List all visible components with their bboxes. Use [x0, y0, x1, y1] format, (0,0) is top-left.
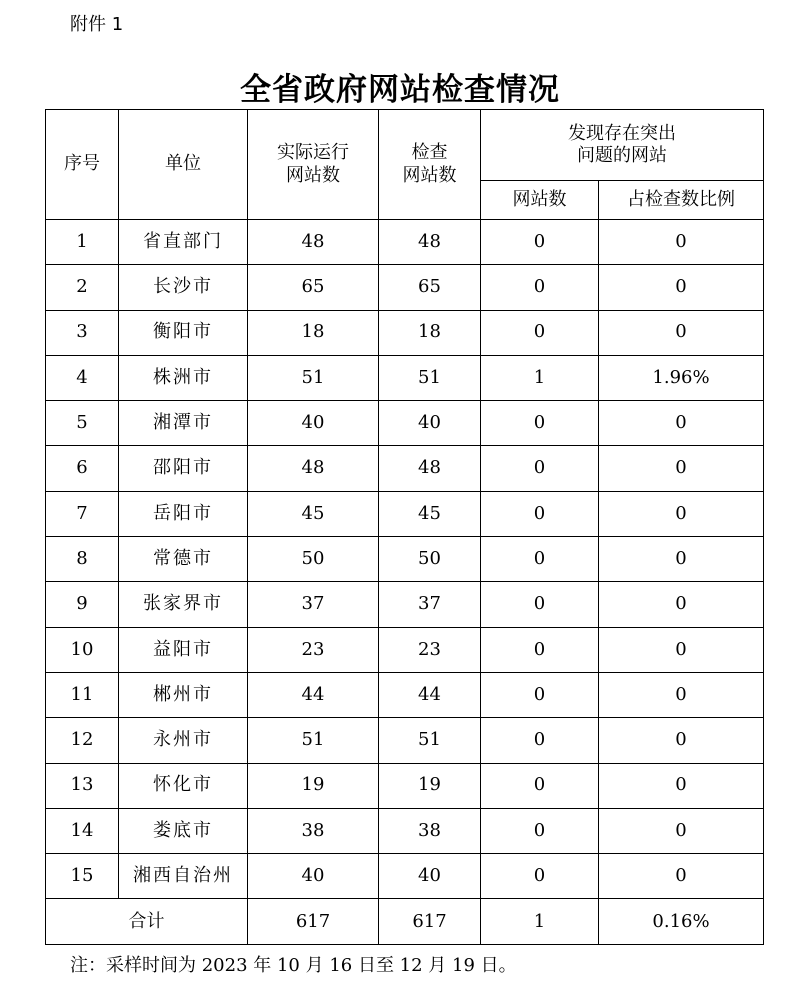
- cell-seq: 13: [46, 763, 119, 808]
- header-issues-line2: 问题的网站: [577, 145, 667, 166]
- cell-seq: 15: [46, 854, 119, 899]
- cell-ratio: 0: [599, 808, 764, 853]
- cell-running: 44: [248, 672, 379, 717]
- cell-issues: 0: [481, 401, 599, 446]
- cell-seq: 14: [46, 808, 119, 853]
- cell-seq: 6: [46, 446, 119, 491]
- cell-checked: 44: [379, 672, 481, 717]
- cell-issues: 0: [481, 854, 599, 899]
- inspection-table: [45, 109, 764, 945]
- cell-running: 48: [248, 446, 379, 491]
- cell-ratio: 1.96%: [599, 355, 764, 400]
- total-running: 617: [248, 899, 379, 945]
- cell-seq: 4: [46, 355, 119, 400]
- footnote: 注：采样时间为 2023 年 10 月 16 日至 12 月 19 日。: [70, 955, 517, 976]
- table-row: [46, 265, 764, 310]
- table-row: [46, 491, 764, 536]
- cell-ratio: 0: [599, 537, 764, 582]
- cell-seq: 1: [46, 220, 119, 265]
- cell-ratio: 0: [599, 763, 764, 808]
- table-row: [46, 446, 764, 491]
- cell-running: 40: [248, 854, 379, 899]
- cell-unit: 益阳市: [119, 627, 248, 672]
- cell-running: 50: [248, 537, 379, 582]
- cell-running: 23: [248, 627, 379, 672]
- cell-running: 37: [248, 582, 379, 627]
- cell-running: 40: [248, 401, 379, 446]
- cell-running: 65: [248, 265, 379, 310]
- cell-checked: 18: [379, 310, 481, 355]
- header-row-1: [46, 110, 764, 181]
- cell-seq: 10: [46, 627, 119, 672]
- cell-seq: 5: [46, 401, 119, 446]
- cell-unit: 张家界市: [119, 582, 248, 627]
- cell-issues: 0: [481, 582, 599, 627]
- header-checked: [379, 110, 481, 220]
- cell-checked: 50: [379, 537, 481, 582]
- cell-unit: 湘潭市: [119, 401, 248, 446]
- cell-checked: 48: [379, 446, 481, 491]
- cell-unit: 邵阳市: [119, 446, 248, 491]
- total-label: 合计: [46, 899, 248, 945]
- cell-issues: 1: [481, 355, 599, 400]
- cell-running: 48: [248, 220, 379, 265]
- cell-unit: 郴州市: [119, 672, 248, 717]
- cell-issues: 0: [481, 537, 599, 582]
- header-running: [248, 110, 379, 220]
- page-title: 全省政府网站检查情况: [240, 72, 560, 108]
- cell-unit: 怀化市: [119, 763, 248, 808]
- cell-unit: 株洲市: [119, 355, 248, 400]
- table-row: [46, 582, 764, 627]
- cell-ratio: 0: [599, 220, 764, 265]
- cell-unit: 衡阳市: [119, 310, 248, 355]
- cell-ratio: 0: [599, 401, 764, 446]
- table-row: [46, 220, 764, 265]
- cell-seq: 7: [46, 491, 119, 536]
- cell-issues: 0: [481, 310, 599, 355]
- total-checked: 617: [379, 899, 481, 945]
- cell-ratio: 0: [599, 491, 764, 536]
- cell-issues: 0: [481, 808, 599, 853]
- cell-checked: 19: [379, 763, 481, 808]
- table-row: [46, 718, 764, 763]
- header-checked-line2: 网站数: [402, 164, 457, 186]
- cell-issues: 0: [481, 265, 599, 310]
- cell-ratio: 0: [599, 310, 764, 355]
- table-row: [46, 854, 764, 899]
- cell-checked: 65: [379, 265, 481, 310]
- cell-ratio: 0: [599, 582, 764, 627]
- cell-unit: 岳阳市: [119, 491, 248, 536]
- cell-unit: 长沙市: [119, 265, 248, 310]
- cell-unit: 常德市: [119, 537, 248, 582]
- cell-running: 45: [248, 491, 379, 536]
- cell-ratio: 0: [599, 446, 764, 491]
- cell-running: 51: [248, 718, 379, 763]
- cell-issues: 0: [481, 220, 599, 265]
- cell-issues: 0: [481, 763, 599, 808]
- cell-checked: 48: [379, 220, 481, 265]
- header-issues: [481, 110, 764, 181]
- cell-issues: 0: [481, 718, 599, 763]
- cell-checked: 37: [379, 582, 481, 627]
- table-row: [46, 763, 764, 808]
- total-row: [46, 899, 764, 945]
- cell-seq: 11: [46, 672, 119, 717]
- total-ratio: 0.16%: [599, 899, 764, 945]
- cell-checked: 51: [379, 355, 481, 400]
- header-running-line2: 网站数: [286, 164, 340, 186]
- cell-checked: 51: [379, 718, 481, 763]
- cell-checked: 45: [379, 491, 481, 536]
- cell-ratio: 0: [599, 854, 764, 899]
- header-unit: 单位: [119, 110, 248, 220]
- cell-unit: 永州市: [119, 718, 248, 763]
- cell-running: 18: [248, 310, 379, 355]
- cell-unit: 省直部门: [119, 220, 248, 265]
- total-issues: 1: [481, 899, 599, 945]
- cell-seq: 12: [46, 718, 119, 763]
- cell-checked: 40: [379, 401, 481, 446]
- attachment-label: 附件 1: [70, 14, 124, 35]
- header-running-line1: 实际运行: [277, 142, 349, 163]
- table-row: [46, 401, 764, 446]
- cell-unit: 娄底市: [119, 808, 248, 853]
- cell-issues: 0: [481, 627, 599, 672]
- cell-issues: 0: [481, 446, 599, 491]
- cell-seq: 2: [46, 265, 119, 310]
- header-seq: 序号: [46, 110, 119, 220]
- cell-seq: 9: [46, 582, 119, 627]
- cell-ratio: 0: [599, 627, 764, 672]
- header-issues-count: 网站数: [481, 181, 599, 220]
- cell-running: 38: [248, 808, 379, 853]
- table-row: [46, 627, 764, 672]
- header-checked-line1: 检查: [411, 142, 448, 163]
- table-row: [46, 808, 764, 853]
- cell-running: 51: [248, 355, 379, 400]
- cell-checked: 23: [379, 627, 481, 672]
- table-row: [46, 672, 764, 717]
- cell-ratio: 0: [599, 672, 764, 717]
- cell-checked: 38: [379, 808, 481, 853]
- header-issues-ratio: 占检查数比例: [599, 181, 764, 220]
- table-row: [46, 537, 764, 582]
- table-row: [46, 355, 764, 400]
- cell-unit: 湘西自治州: [119, 854, 248, 899]
- cell-ratio: 0: [599, 265, 764, 310]
- cell-ratio: 0: [599, 718, 764, 763]
- cell-seq: 8: [46, 537, 119, 582]
- header-issues-line1: 发现存在突出: [568, 122, 676, 144]
- cell-checked: 40: [379, 854, 481, 899]
- cell-issues: 0: [481, 491, 599, 536]
- cell-seq: 3: [46, 310, 119, 355]
- cell-running: 19: [248, 763, 379, 808]
- table-row: [46, 310, 764, 355]
- cell-issues: 0: [481, 672, 599, 717]
